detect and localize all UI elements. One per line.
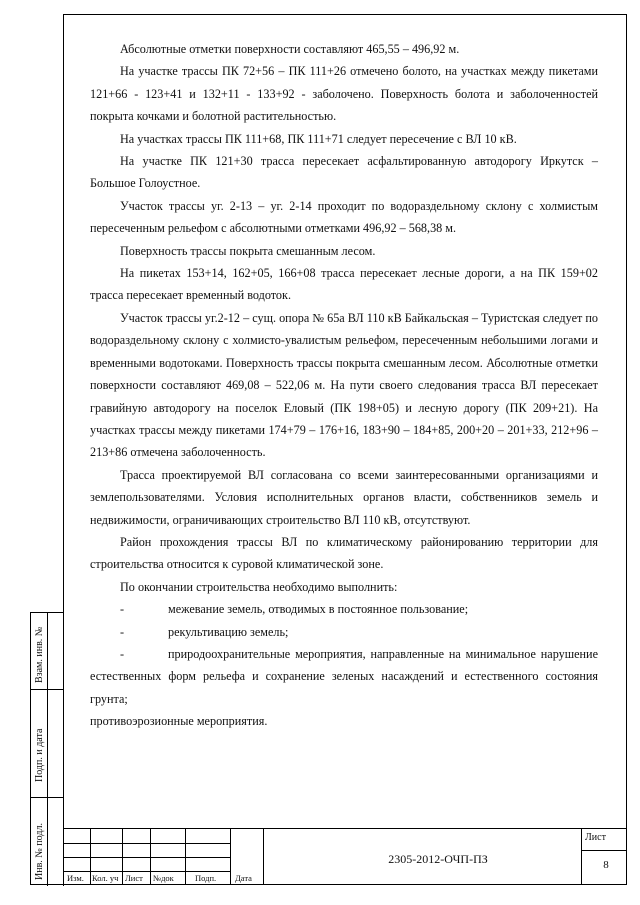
grid-line xyxy=(122,829,123,885)
list-item xyxy=(90,621,598,643)
side-cell-podp xyxy=(31,690,64,798)
col-izm: Изм. xyxy=(67,873,84,883)
side-cell-vzam xyxy=(31,613,64,690)
grid-line xyxy=(263,829,264,885)
paragraph: Трасса проектируемой ВЛ согласована со всеми заинтересованными организациями и землепользователями. Условия исполнительных органов власти, собственников земель и недвижимости, ограничивающих строительство ВЛ 110 кВ, отсутствуют. xyxy=(90,467,598,527)
col-podp: Подп. xyxy=(195,873,217,883)
grid-line xyxy=(185,829,186,885)
paragraph: Участок трассы уг.2-12 – сущ. опора № 65а ВЛ 110 кВ Байкальская – Туристская следует по водораздельному склону с холмисто-увалистым рельефом, пересеченным небольшими логами и временными водотоками. Поверхность трассы покрыта смешанным лесом. Абсолютные отметки поверхности составляют 469,08 – 522,06 м. На пути своего следования трасса ВЛ пересекает гравийную автодорогу на поселок Еловый (ПК 198+05) и лесную дорогу (ПК 209+21). На участках трассы между пикетами 174+79 – 176+16, 183+90 – 184+85, 200+20 – 201+33, 212+96 – 213+86 отмечена заболоченность. xyxy=(90,310,598,460)
grid-line xyxy=(63,843,230,844)
paragraph: Абсолютные отметки поверхности составляют 465,55 – 496,92 м. xyxy=(120,42,460,56)
last-line: противоэрозионные мероприятия. xyxy=(90,714,268,729)
podp-data-label: Подп. и дата xyxy=(34,728,45,782)
grid-line xyxy=(581,850,627,851)
grid-line xyxy=(63,871,230,872)
title-block xyxy=(63,828,627,885)
side-stamp xyxy=(30,612,63,885)
sheet-label: Лист xyxy=(585,832,606,843)
grid-line xyxy=(150,829,151,885)
grid-line xyxy=(230,829,231,885)
paragraph: На участке трассы ПК 72+56 – ПК 111+26 отмечено болото, на участках между пикетами 121+66 - 123+41 и 132+11 - 133+92 - заболочено. Поверхность болота и заболоченностей покрыта кочками и болотной растительностью. xyxy=(90,64,598,124)
list-item xyxy=(90,643,598,710)
document-body xyxy=(90,38,598,733)
list-item-text: рекультивацию земель; xyxy=(168,624,289,639)
list-bullet: - xyxy=(120,646,125,661)
list-item-text: межевание земель, отводимых в постоянное пользование; xyxy=(168,602,469,617)
inv-podl-label: Инв. № подл. xyxy=(34,823,45,880)
paragraph: На пикетах 153+14, 162+05, 166+08 трасса пересекает лесные дороги, а на ПК 159+02 трасса пересекает временный водоток. xyxy=(90,266,598,303)
list-bullet: - xyxy=(120,602,125,617)
col-list: Лист xyxy=(125,873,143,883)
grid-line xyxy=(63,857,230,858)
document-code: 2305-2012-ОЧП-ПЗ xyxy=(388,852,488,866)
paragraph: На участке ПК 121+30 трасса пересекает асфальтированную автодорогу Иркутск – Большое Голоустное. xyxy=(90,154,598,191)
list-bullet: - xyxy=(120,624,125,639)
list-item-text: природоохранительные мероприятия, направленные на минимальное нарушение естественных форм рельефа и сохранение зеленых насаждений и естественного состояния грунта; xyxy=(90,646,598,706)
paragraph: Район прохождения трассы ВЛ по климатическому районированию территории для строительства относится к суровой климатической зоне. xyxy=(90,534,598,572)
side-cell-inv xyxy=(31,798,64,886)
paragraph: Участок трассы уг. 2-13 – уг. 2-14 проходит по водораздельному склону с холмистым пересеченным рельефом с абсолютными отметками 496,92 – 568,38 м. xyxy=(90,198,598,236)
list-item xyxy=(90,598,598,620)
paragraph: По окончании строительства необходимо выполнить: xyxy=(120,579,398,594)
grid-line xyxy=(90,829,91,885)
col-ndok: №док xyxy=(153,873,174,883)
col-data: Дата xyxy=(235,873,252,883)
paragraph: На участках трассы ПК 111+68, ПК 111+71 следует пересечение с ВЛ 10 кВ. xyxy=(120,131,517,146)
sheet-number: 8 xyxy=(603,859,609,871)
col-kol-uch: Кол. уч xyxy=(92,873,119,883)
paragraph: Поверхность трассы покрыта смешанным лесом. xyxy=(120,243,376,258)
vzam-inv-label: Взам. инв. № xyxy=(34,626,45,683)
